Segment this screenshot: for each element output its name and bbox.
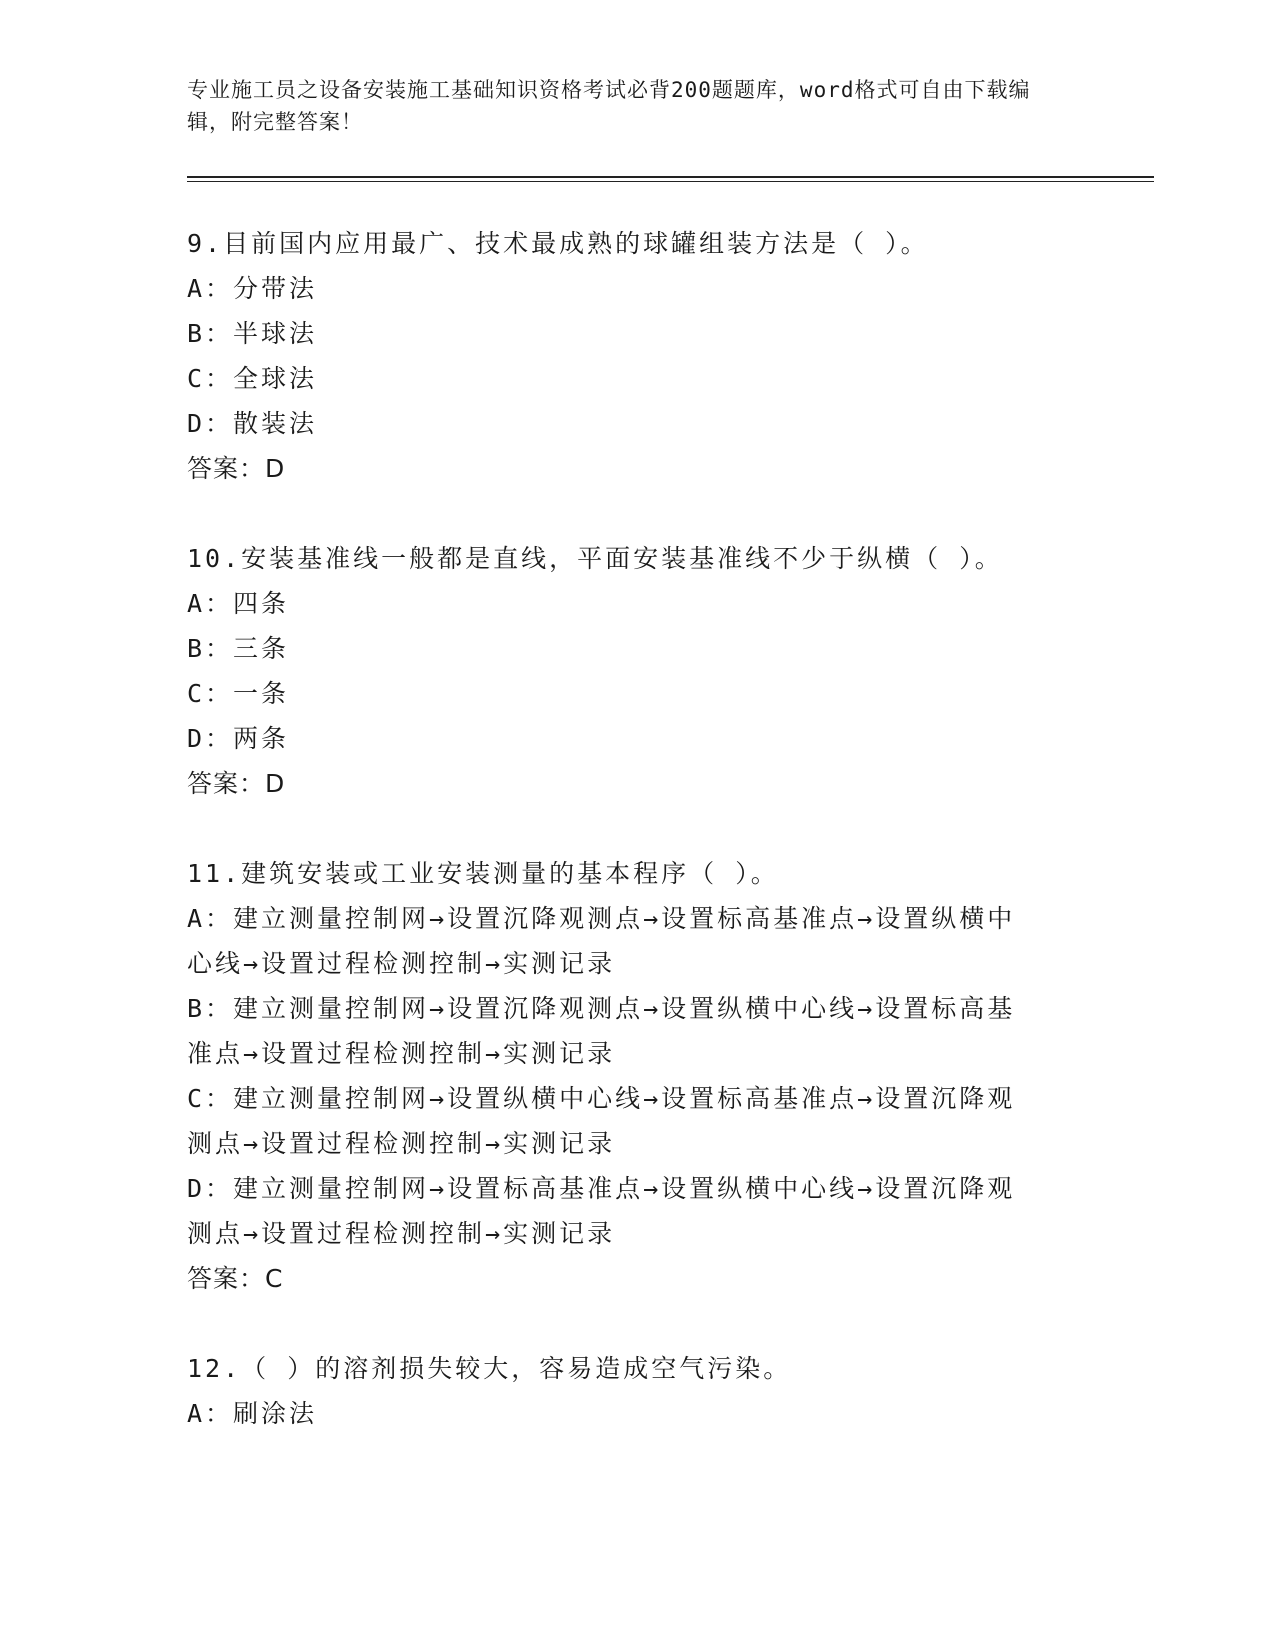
question-10-answer: 答案：D: [187, 769, 286, 798]
question-9-option-b: B：半球法: [187, 319, 318, 348]
question-10-option-a: A：四条: [187, 589, 290, 618]
question-11-option-b-line1: B：建立测量控制网→设置沉降观测点→设置纵横中心线→设置标高基: [187, 994, 1016, 1023]
question-9-option-d: D：散装法: [187, 409, 318, 438]
question-9-text: 9.目前国内应用最广、技术最成熟的球罐组装方法是（ ）。: [187, 229, 929, 258]
question-12-option-a: A：刷涂法: [187, 1399, 318, 1428]
question-11-option-d-line2: 测点→设置过程检测控制→实测记录: [187, 1219, 616, 1248]
question-10-text: 10.安装基准线一般都是直线，平面安装基准线不少于纵横（ ）。: [187, 544, 1003, 573]
question-11-option-c-line2: 测点→设置过程检测控制→实测记录: [187, 1129, 616, 1158]
document-header: 专业施工员之设备安装施工基础知识资格考试必背200题题库，word格式可自由下载编辑，附完整答案！: [187, 78, 1031, 134]
question-11-text: 11.建筑安装或工业安装测量的基本程序（ ）。: [187, 859, 779, 888]
header-divider-thin: [187, 181, 1154, 182]
question-11-option-c-line1: C：建立测量控制网→设置纵横中心线→设置标高基准点→设置沉降观: [187, 1084, 1016, 1113]
question-11-option-a-line2: 心线→设置过程检测控制→实测记录: [187, 949, 616, 978]
question-10-option-b: B：三条: [187, 634, 290, 663]
question-9-option-a: A：分带法: [187, 274, 318, 303]
question-11-option-b-line2: 准点→设置过程检测控制→实测记录: [187, 1039, 616, 1068]
question-10-option-d: D：两条: [187, 724, 290, 753]
header-divider-thick: [187, 176, 1154, 178]
question-11-answer: 答案：C: [187, 1264, 284, 1293]
question-12-text: 12.（ ）的溶剂损失较大，容易造成空气污染。: [187, 1354, 792, 1383]
question-11-option-a-line1: A：建立测量控制网→设置沉降观测点→设置标高基准点→设置纵横中: [187, 904, 1016, 933]
question-10-option-c: C：一条: [187, 679, 290, 708]
question-9-option-c: C：全球法: [187, 364, 318, 393]
question-9-answer: 答案：D: [187, 454, 286, 483]
question-11-option-d-line1: D：建立测量控制网→设置标高基准点→设置纵横中心线→设置沉降观: [187, 1174, 1016, 1203]
